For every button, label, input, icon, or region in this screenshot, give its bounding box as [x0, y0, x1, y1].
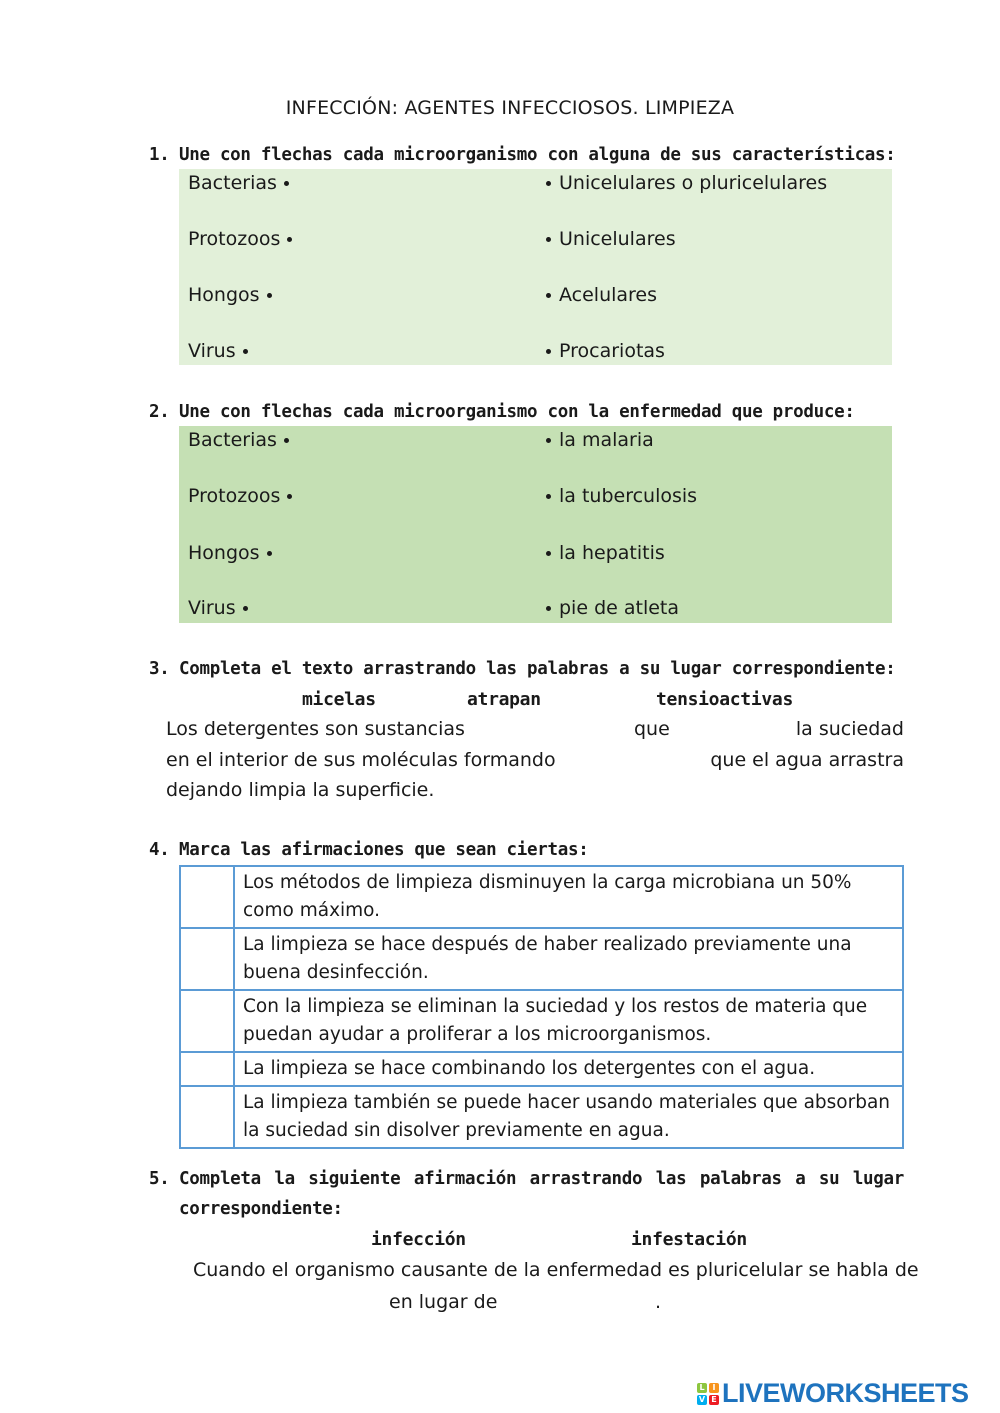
question-4-text: Marca las afirmaciones que sean ciertas: — [179, 840, 589, 860]
question-2-number: 2. — [149, 402, 170, 422]
drop-zone-2[interactable] — [675, 718, 790, 742]
question-2-text: Une con flechas cada microorganismo con la enfermedad que produce: — [179, 402, 855, 422]
statement-cell: La limpieza se hace combinando los detergentes con el agua. — [234, 1052, 903, 1086]
question-3-heading — [149, 659, 896, 679]
match-dot[interactable] — [546, 181, 551, 186]
question-5-text-line1: Completa la siguiente afirmación arrastrando las palabras a su lugar — [179, 1169, 904, 1189]
table-row — [180, 1086, 903, 1148]
question-5-heading — [149, 1169, 904, 1189]
word-chip-infestacion[interactable]: infestación — [631, 1229, 747, 1250]
drop-zone-3[interactable] — [560, 749, 705, 773]
q2-right-item[interactable]: la hepatitis — [546, 542, 665, 564]
q2-right-item[interactable]: pie de atleta — [546, 597, 679, 619]
checkbox-cell[interactable] — [180, 928, 234, 990]
statement-cell: Los métodos de limpieza disminuyen la carga microbiana un 50% como máximo. — [234, 866, 903, 928]
question-4-heading — [149, 840, 588, 860]
match-dot[interactable] — [546, 438, 551, 443]
match-dot[interactable] — [284, 438, 289, 443]
question-3-text: Completa el texto arrastrando las palabras a su lugar correspondiente: — [179, 659, 896, 679]
q2-left-item[interactable]: Virus — [188, 597, 248, 619]
word-chip-tensioactivas[interactable]: tensioactivas — [656, 689, 793, 710]
match-dot[interactable] — [287, 237, 292, 242]
q5-sentence-line1: Cuando el organismo causante de la enfermedad es pluricelular se habla de — [193, 1259, 919, 1281]
table-row — [180, 866, 903, 928]
q3-text-line1c: la suciedad — [795, 718, 904, 740]
match-dot[interactable] — [284, 181, 289, 186]
checkbox-cell[interactable] — [180, 866, 234, 928]
match-dot[interactable] — [546, 494, 551, 499]
q1-left-item[interactable]: Hongos — [188, 284, 272, 306]
statement-cell: Con la limpieza se eliminan la suciedad y los restos de materia que puedan ayudar a proliferar a los microorganismos. — [234, 990, 903, 1052]
table-row — [180, 990, 903, 1052]
matching-panel-2 — [179, 426, 892, 623]
q2-right-item[interactable]: la malaria — [546, 429, 654, 451]
match-dot[interactable] — [243, 349, 248, 354]
logo-text: LIVEWORKSHEETS — [722, 1378, 969, 1408]
question-1-heading — [149, 145, 896, 165]
question-1-number: 1. — [149, 145, 170, 165]
q3-text-line1a: Los detergentes son sustancias — [166, 718, 465, 740]
liveworksheets-logo-icon: L I V E — [697, 1383, 719, 1405]
q2-left-item[interactable]: Bacterias — [188, 429, 289, 451]
q2-right-item[interactable]: la tuberculosis — [546, 485, 697, 507]
q5-sentence-line2a: en lugar de — [389, 1291, 498, 1313]
drop-zone-1[interactable] — [470, 718, 620, 742]
match-dot[interactable] — [287, 494, 292, 499]
word-chip-infeccion[interactable]: infección — [371, 1229, 466, 1250]
page-title: INFECCIÓN: AGENTES INFECCIOSOS. LIMPIEZA — [285, 97, 735, 119]
q3-text-line2a: en el interior de sus moléculas formando — [166, 749, 556, 771]
match-dot[interactable] — [243, 606, 248, 611]
match-dot[interactable] — [546, 237, 551, 242]
q2-left-item[interactable]: Hongos — [188, 542, 272, 564]
q1-left-item[interactable]: Bacterias — [188, 172, 289, 194]
question-5-number: 5. — [149, 1169, 170, 1189]
word-chip-atrapan[interactable]: atrapan — [467, 689, 541, 710]
checkbox-cell[interactable] — [180, 1052, 234, 1086]
q3-text-line3: dejando limpia la superficie. — [166, 779, 435, 801]
match-dot[interactable] — [267, 293, 272, 298]
q1-left-item[interactable]: Virus — [188, 340, 248, 362]
true-false-table — [179, 865, 904, 1149]
question-1-text: Une con flechas cada microorganismo con alguna de sus características: — [179, 145, 896, 165]
q1-right-item[interactable]: Acelulares — [546, 284, 657, 306]
q1-right-item[interactable]: Unicelulares o pluricelulares — [546, 172, 827, 194]
question-2-heading — [149, 402, 855, 422]
checkbox-cell[interactable] — [180, 990, 234, 1052]
match-dot[interactable] — [546, 349, 551, 354]
question-5-text-line2: correspondiente: — [179, 1199, 343, 1219]
question-3-number: 3. — [149, 659, 170, 679]
q1-right-item[interactable]: Unicelulares — [546, 228, 676, 250]
q1-right-item[interactable]: Procariotas — [546, 340, 665, 362]
q3-text-line2b: que el agua arrastra — [710, 749, 904, 771]
question-4-number: 4. — [149, 840, 170, 860]
word-chip-micelas[interactable]: micelas — [302, 689, 376, 710]
match-dot[interactable] — [267, 551, 272, 556]
q5-sentence-line2b: . — [655, 1291, 662, 1313]
statement-cell: La limpieza se hace después de haber realizado previamente una buena desinfección. — [234, 928, 903, 990]
q1-left-item[interactable]: Protozoos — [188, 228, 292, 250]
drop-zone-4[interactable] — [505, 1291, 645, 1315]
match-dot[interactable] — [546, 606, 551, 611]
table-row — [180, 1052, 903, 1086]
statement-cell: La limpieza también se puede hacer usando materiales que absorban la suciedad sin disolver previamente en agua. — [234, 1086, 903, 1148]
match-dot[interactable] — [546, 293, 551, 298]
liveworksheets-logo[interactable] — [697, 1378, 969, 1409]
q2-left-item[interactable]: Protozoos — [188, 485, 292, 507]
q3-text-line1b: que — [634, 718, 670, 740]
matching-panel-1 — [179, 169, 892, 365]
checkbox-cell[interactable] — [180, 1086, 234, 1148]
match-dot[interactable] — [546, 551, 551, 556]
table-row — [180, 928, 903, 990]
